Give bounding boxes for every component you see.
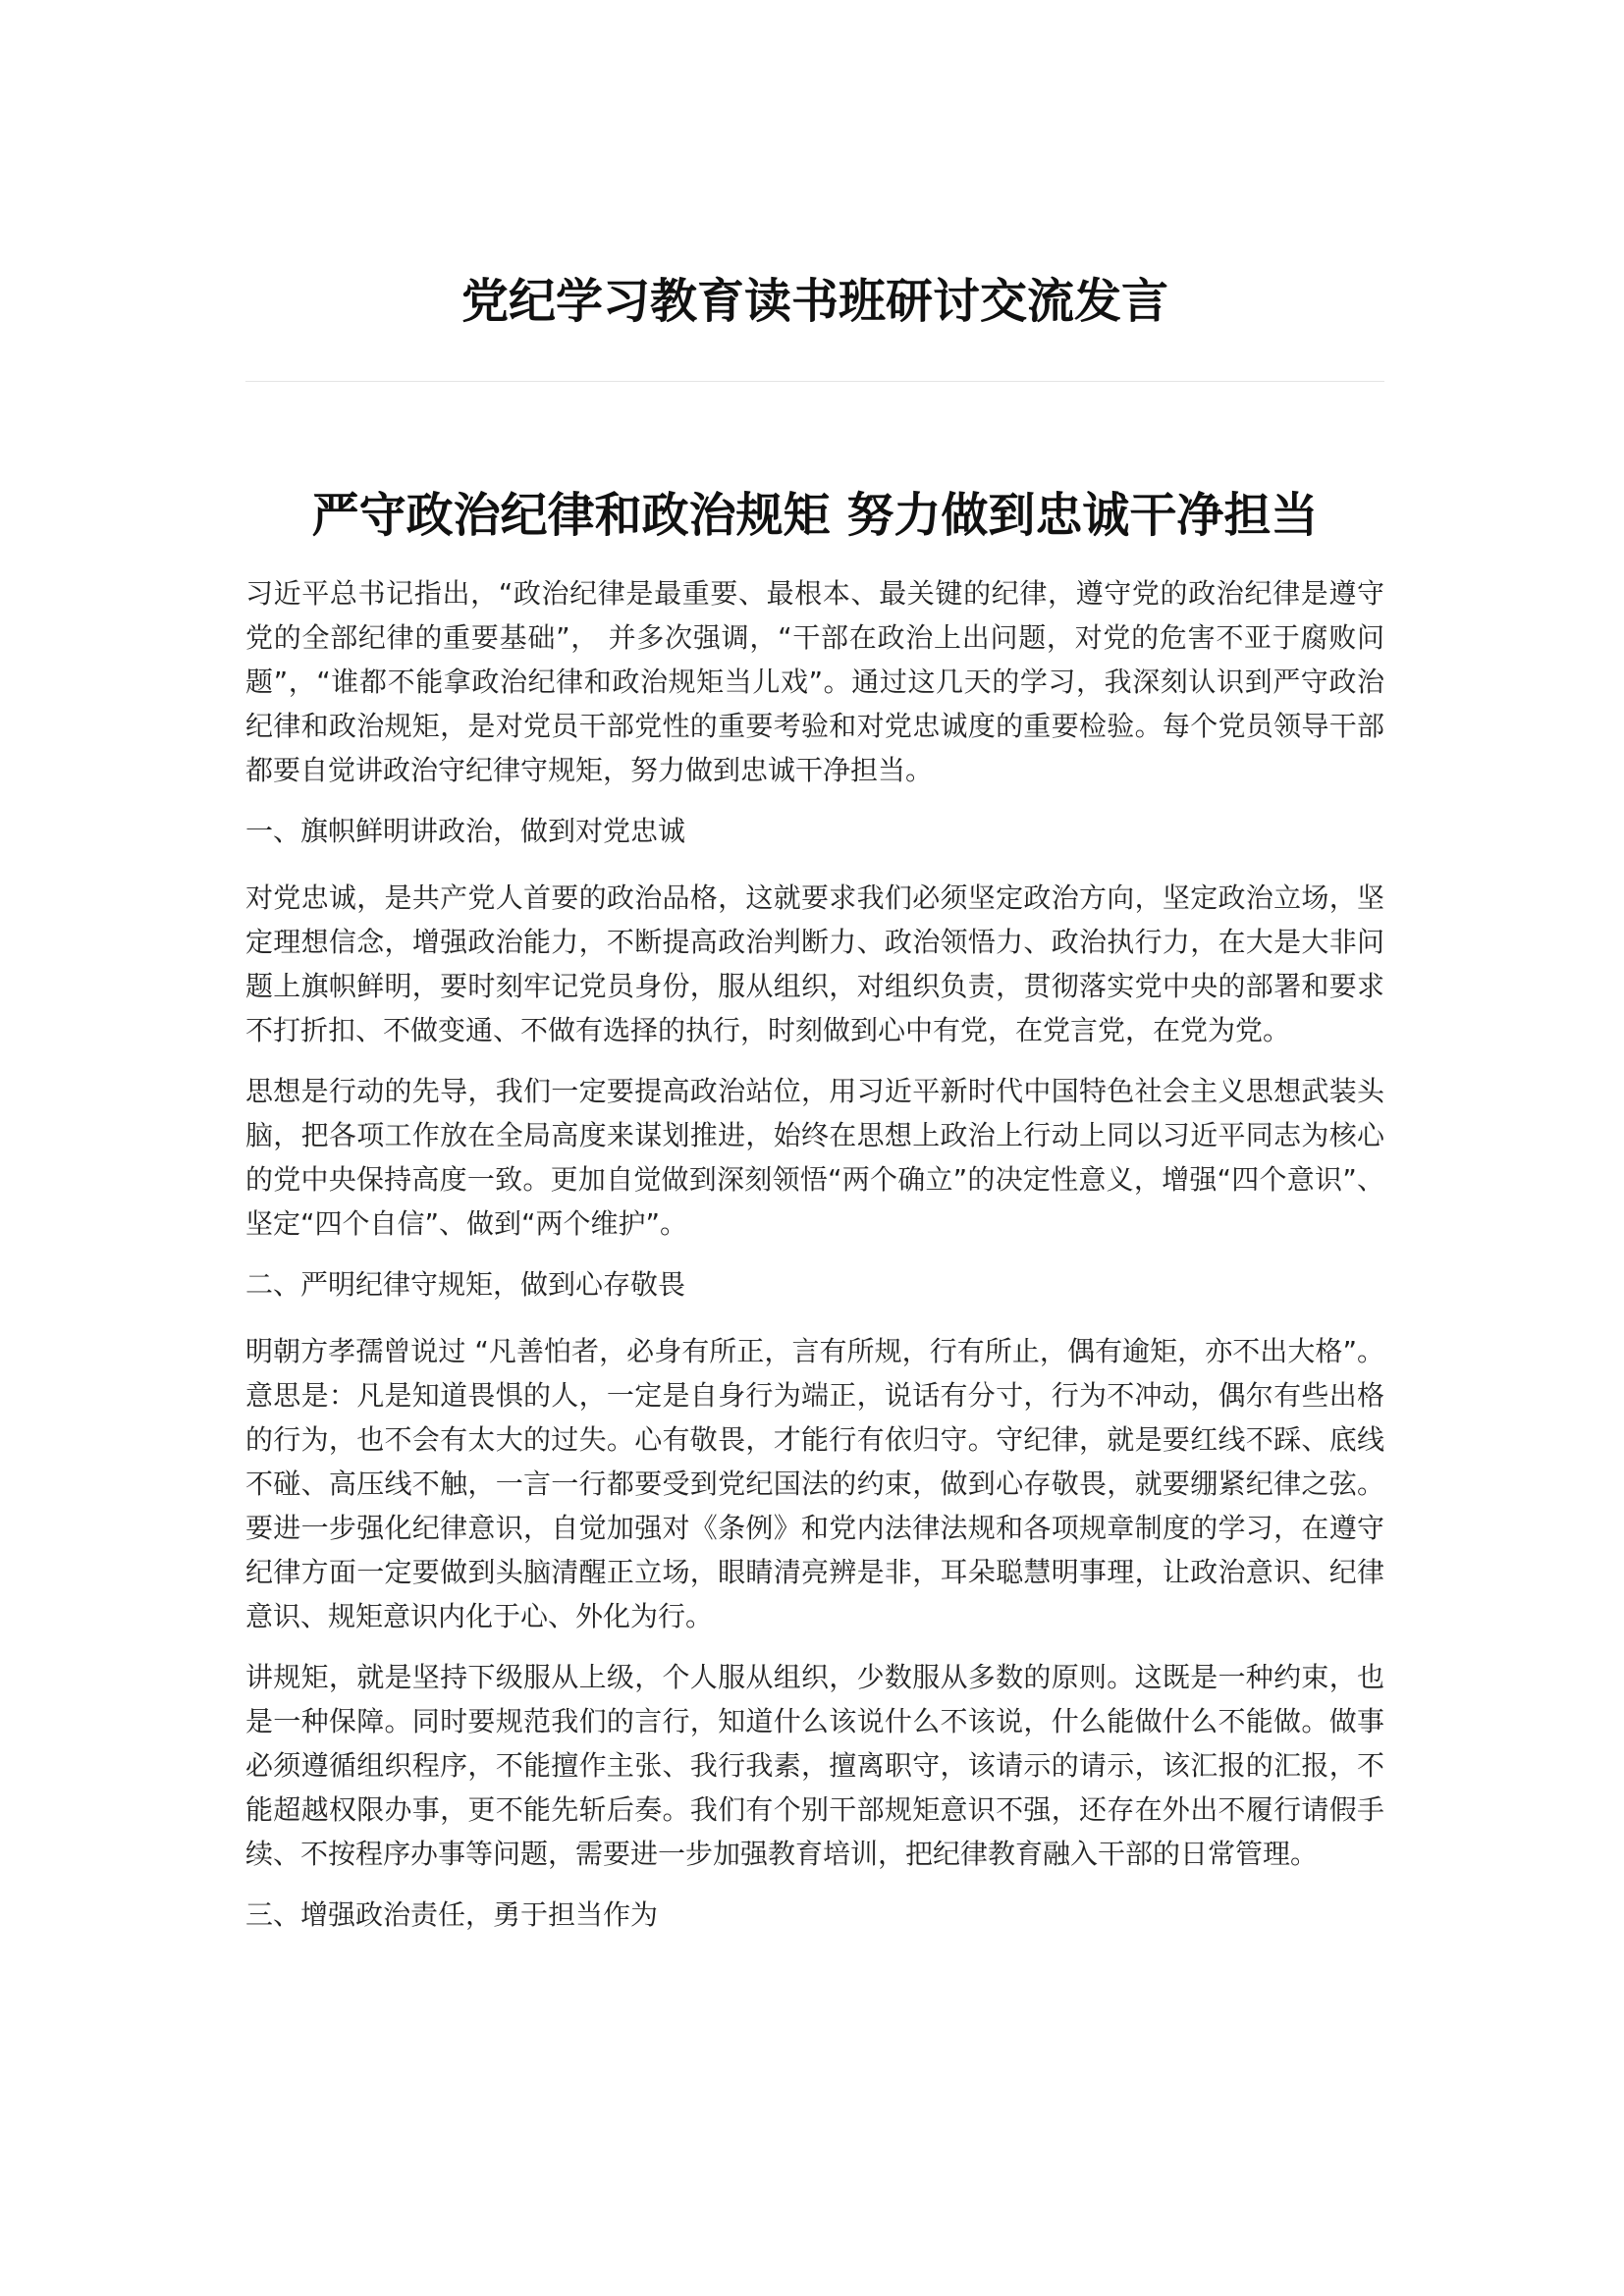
body-paragraph: 习近平总书记指出，“政治纪律是最重要、最根本、最关键的纪律，遵守党的政治纪律是遵守党的全部纪律的重要基础”， 并多次强调，“干部在政治上出问题，对党的危害不亚于腐败问题”，“谁都不能拿政治纪律和政治规矩当儿戏”。通过这几天的学习，我深刻认识到严守政治纪律和政治规矩，是对党员干部党性的重要考验和对党忠诚度的重要检验。每个党员领导干部都要自觉讲政治守纪律守规矩，努力做到忠诚干净担当。: [245, 577, 1384, 786]
article-title: 严守政治纪律和政治规矩 努力做到忠诚干净担当: [311, 488, 1319, 543]
section-heading: 二、严明纪律守规矩，做到心存敬畏: [245, 1268, 686, 1301]
body-paragraph: 讲规矩，就是坚持下级服从上级，个人服从组织，少数服从多数的原则。这既是一种约束，也是一种保障。同时要规范我们的言行，知道什么该说什么不该说，什么能做什么不能做。做事必须遵循组织程序，不能擅作主张、我行我素，擅离职守，该请示的请示，该汇报的汇报，不能超越权限办事，更不能先斩后奏。我们有个别干部规矩意识不强，还存在外出不履行请假手续、不按程序办事等问题，需要进一步加强教育培训，把纪律教育融入干部的日常管理。: [245, 1661, 1384, 1870]
article-body: [245, 571, 1384, 1959]
body-paragraph: 对党忠诚，是共产党人首要的政治品格，这就要求我们必须坚定政治方向，坚定政治立场，坚定理想信念，增强政治能力，不断提高政治判断力、政治领悟力、政治执行力，在大是大非问题上旗帜鲜明，要时刻牢记党员身份，服从组织，对组织负责，贯彻落实党中央的部署和要求不打折扣、不做变通、不做有选择的执行，时刻做到心中有党，在党言党，在党为党。: [245, 881, 1384, 1046]
section-heading: 三、增强政治责任，勇于担当作为: [245, 1898, 659, 1931]
body-paragraph: 思想是行动的先导，我们一定要提高政治站位，用习近平新时代中国特色社会主义思想武装头脑，把各项工作放在全局高度来谋划推进，始终在思想上政治上行动上同以习近平同志为核心的党中央保持高度一致。更加自觉做到深刻领悟“两个确立”的决定性意义，增强“四个意识”、坚定“四个自信”、做到“两个维护”。: [245, 1075, 1384, 1240]
title-divider: [245, 381, 1384, 382]
document-title: 党纪学习教育读书班研讨交流发言: [460, 274, 1168, 329]
section-heading: 一、旗帜鲜明讲政治，做到对党忠诚: [245, 815, 686, 847]
body-paragraph: 明朝方孝孺曾说过 “凡善怕者，必身有所正，言有所规，行有所止，偶有逾矩，亦不出大格”。意思是：凡是知道畏惧的人，一定是自身行为端正，说话有分寸，行为不冲动，偶尔有些出格的行为，也不会有太大的过失。心有敬畏，才能行有依归守。守纪律，就是要红线不踩、底线不碰、高压线不触，一言一行都要受到党纪国法的约束，做到心存敬畏，就要绷紧纪律之弦。要进一步强化纪律意识，自觉加强对《条例》和党内法律法规和各项规章制度的学习，在遵守纪律方面一定要做到头脑清醒正立场，眼睛清亮辨是非，耳朵聪慧明事理，让政治意识、纪律意识、规矩意识内化于心、外化为行。: [245, 1335, 1384, 1632]
